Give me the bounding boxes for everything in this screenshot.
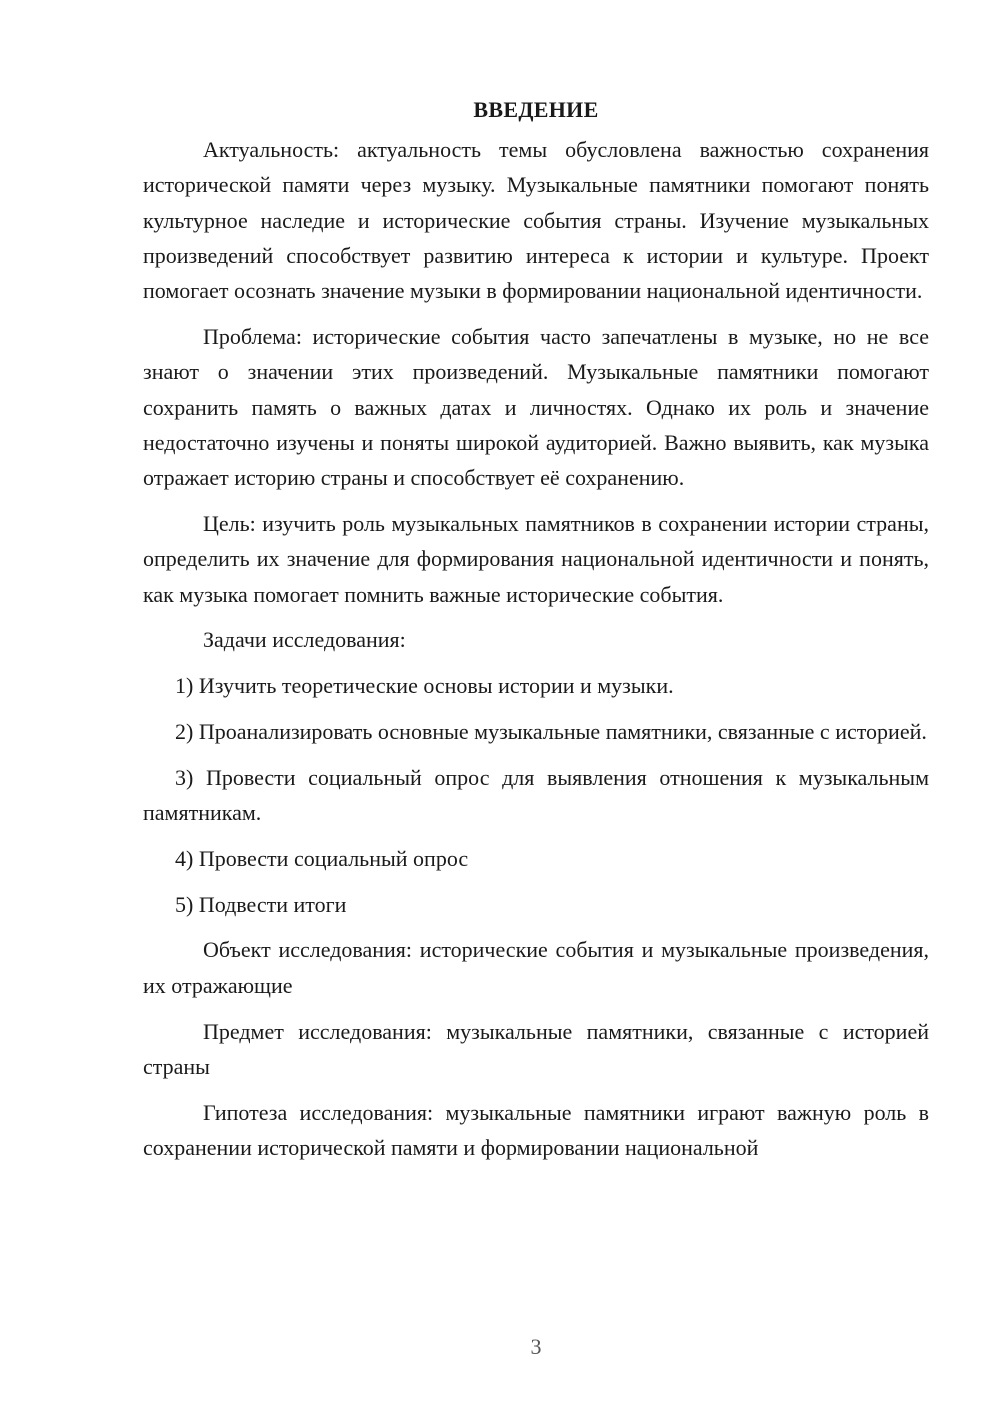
page-title: ВВЕДЕНИЕ xyxy=(473,97,599,122)
tasks-heading: Задачи исследования: xyxy=(203,627,406,653)
task-item-3: 3) Провести социальный опрос для выявления отношения к музыкальным памятникам. xyxy=(143,764,929,826)
problem-paragraph: Проблема: исторические события часто запечатлены в музыке, но не все знают о значении этих произведений. Музыкальные памятники помогают сохранить память о важных датах и личностях. Однако их роль и значение недостаточно изучены и поняты широкой аудиторией. Важно выявить, как музыка отражает историю страны и способствует её сохранению. xyxy=(143,323,929,491)
relevance-paragraph: Актуальность: актуальность темы обусловлена важностью сохранения исторической памяти через музыку. Музыкальные памятники помогают понять культурное наследие и исторические события страны. Изучение музыкальных произведений способствует развитию интереса к истории и культуре. Проект помогает осознать значение музыки в формировании национальной идентичности. xyxy=(143,137,929,304)
task-item-5: 5) Подвести итоги xyxy=(175,891,347,917)
subject-paragraph: Предмет исследования: музыкальные памятники, связанные с историей страны xyxy=(143,1018,929,1079)
task-item-2: 2) Проанализировать основные музыкальные памятники, связанные с историей. xyxy=(175,718,927,744)
task-item-1: 1) Изучить теоретические основы истории и музыки. xyxy=(175,673,674,699)
task-item-4: 4) Провести социальный опрос xyxy=(175,845,469,871)
document-page xyxy=(143,92,929,1165)
goal-paragraph: Цель: изучить роль музыкальных памятников в сохранении истории страны, определить их значение для формирования национальной идентичности и понять, как музыка помогает помнить важные исторические события. xyxy=(143,510,929,607)
page-number: 3 xyxy=(530,1334,542,1359)
object-paragraph: Объект исследования: исторические события и музыкальные произведения, их отражающие xyxy=(143,937,929,998)
hypothesis-paragraph: Гипотеза исследования: музыкальные памятники играют важную роль в сохранении исторической памяти и формировании национальной xyxy=(143,1099,929,1160)
